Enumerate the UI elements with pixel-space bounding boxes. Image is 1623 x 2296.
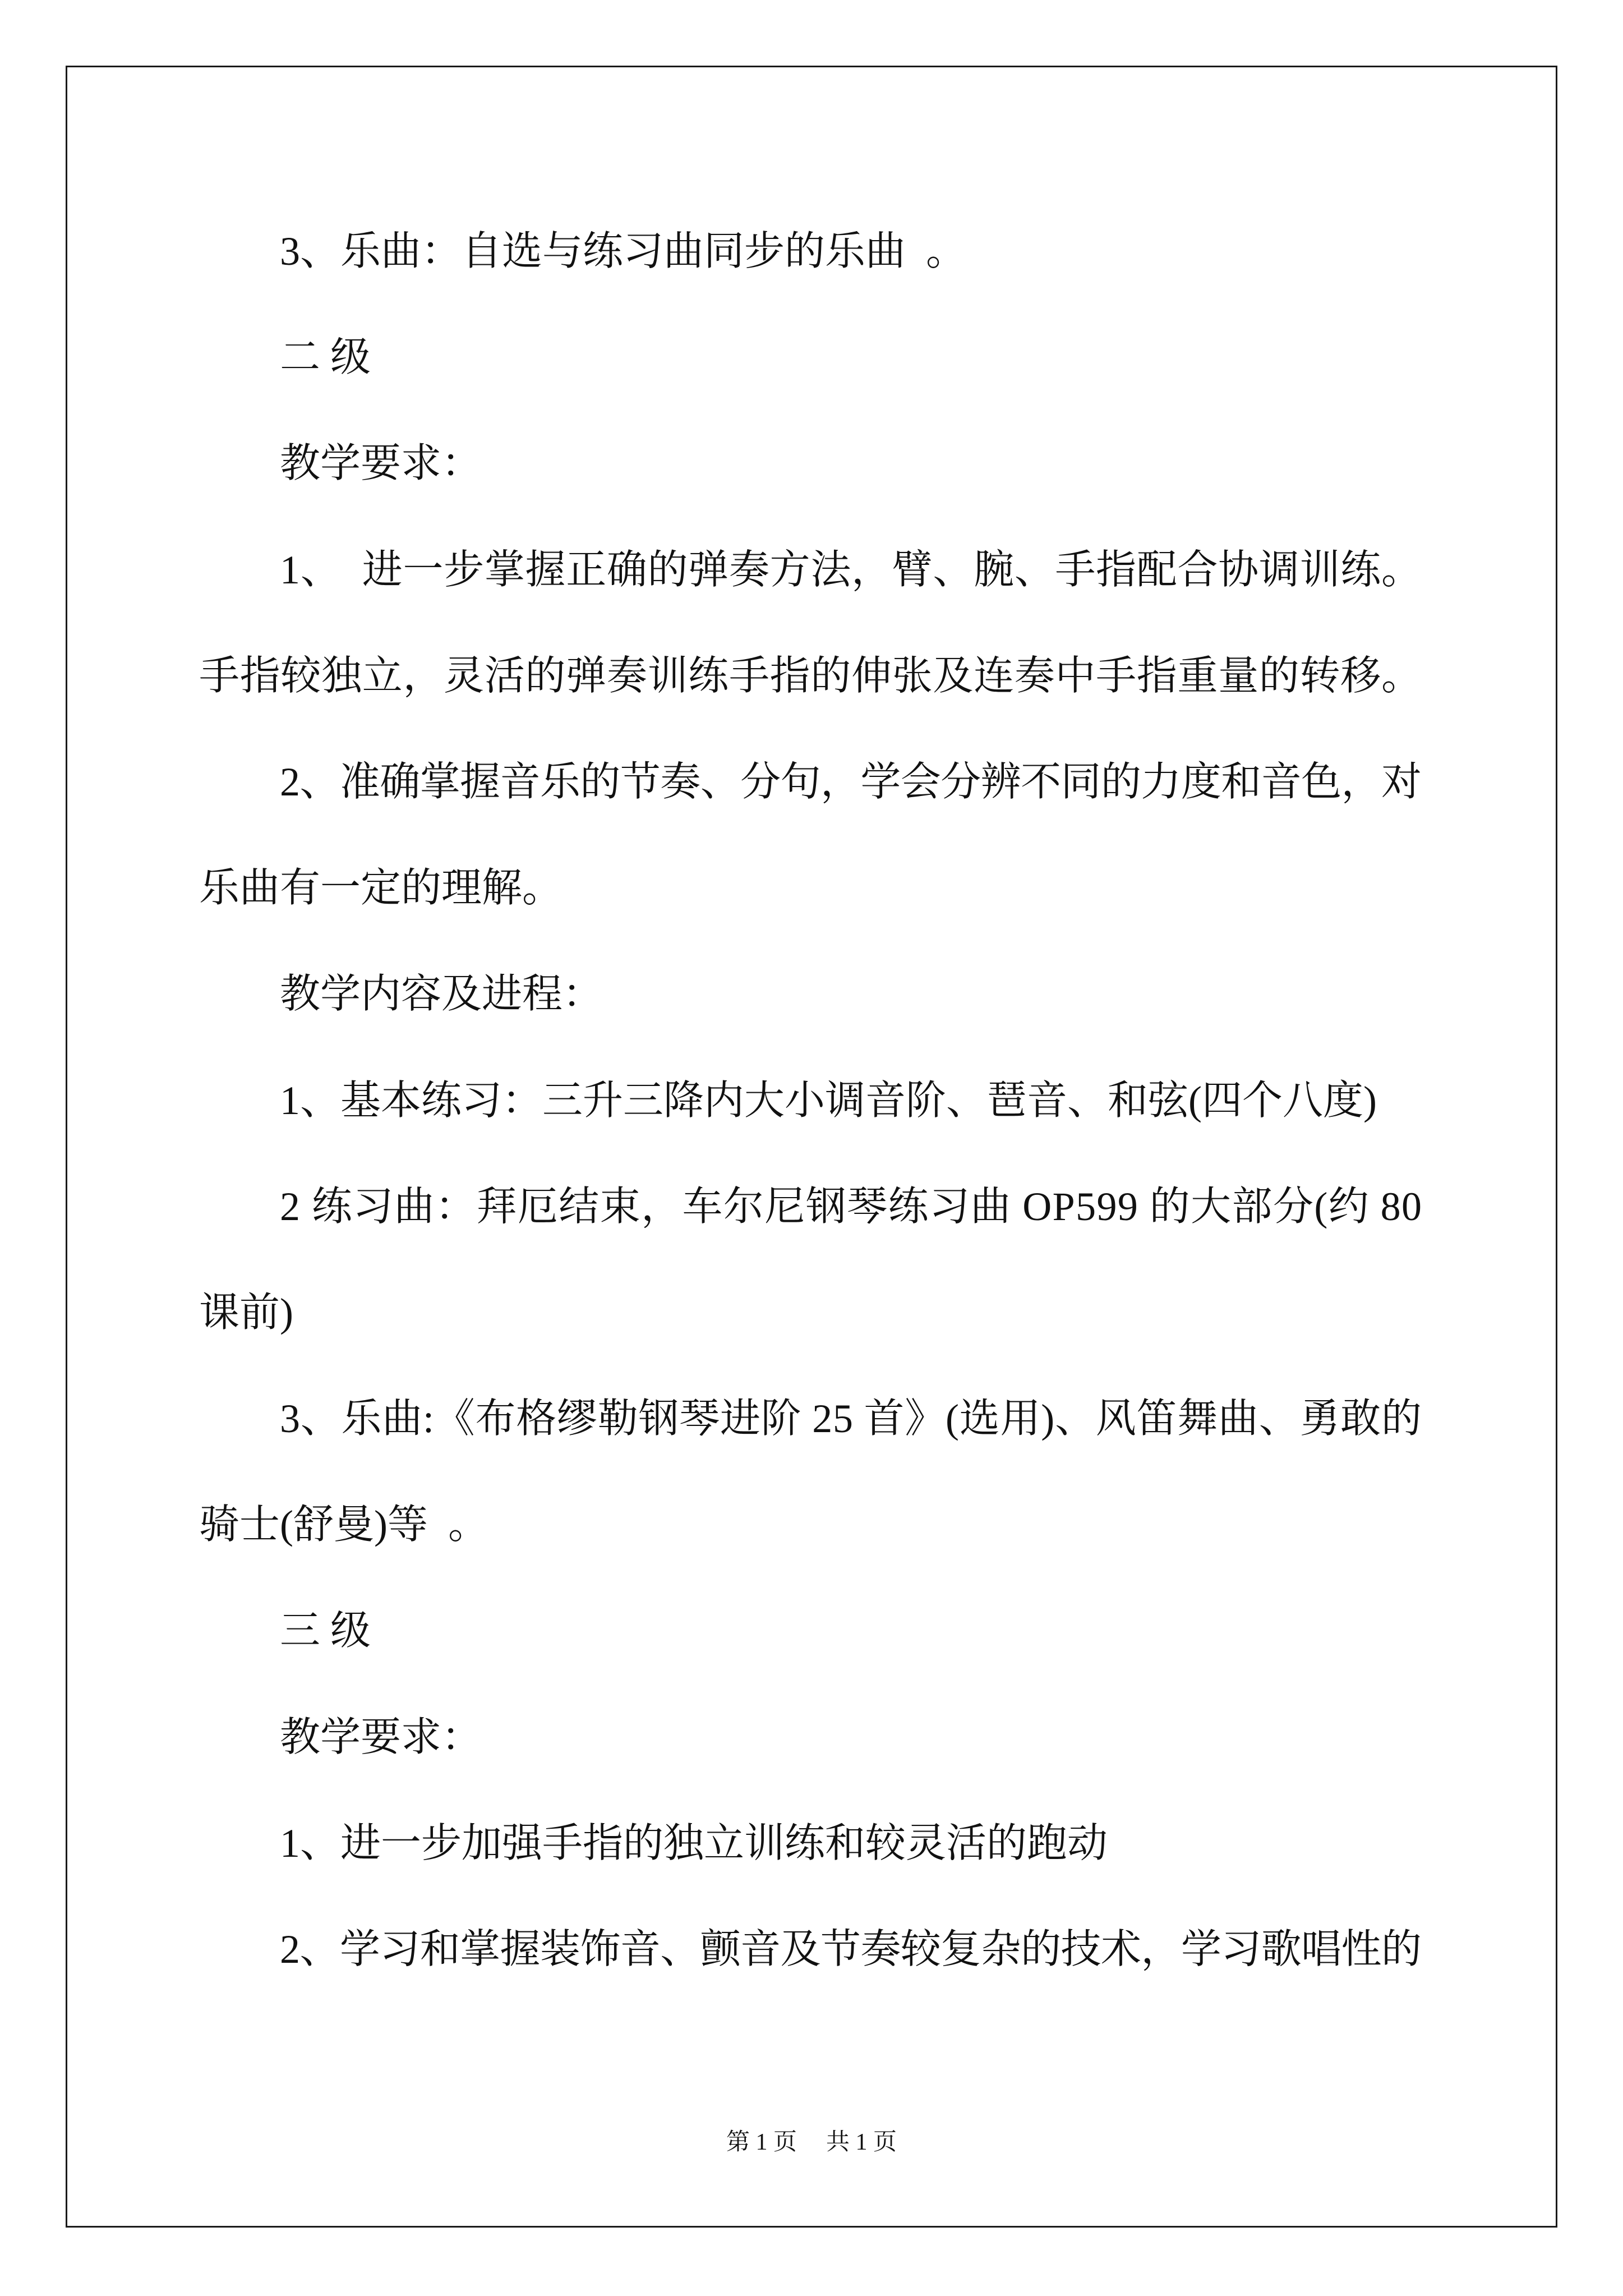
text-line <box>199 941 1422 1047</box>
teaching-content-heading <box>199 941 1422 1047</box>
music-pieces-item <box>199 199 1422 305</box>
content-item-2 <box>199 1154 1422 1366</box>
line-text: 三 级 <box>280 1608 371 1654</box>
line-text: 教学内容及进程： <box>280 972 603 1017</box>
page-footer <box>0 2125 1623 2159</box>
requirement-item-1 <box>199 1791 1422 1897</box>
text-line <box>199 1791 1422 1897</box>
teaching-requirements-heading <box>199 411 1422 517</box>
text-line <box>199 1897 1422 2003</box>
line-text: 2、学习和掌握装饰音、颤音及节奏较复杂的技术，学习歌唱性的 <box>280 1927 1422 1972</box>
teaching-requirements-heading <box>199 1685 1422 1791</box>
total-pages-label: 共 1 页 <box>826 2129 897 2155</box>
text-line <box>199 835 1422 941</box>
line-text: 乐曲有一定的理解。 <box>199 866 563 911</box>
text-line <box>199 1472 1422 1578</box>
line-text: 骑士(舒曼)等 。 <box>199 1502 488 1548</box>
line-text: 3、乐曲:《布格缪勒钢琴进阶 25 首》(选用)、风笛舞曲、勇敢的 <box>280 1396 1422 1442</box>
content-item-1 <box>199 1048 1422 1154</box>
level-3-heading <box>199 1578 1422 1684</box>
line-text: 课前) <box>199 1290 293 1335</box>
requirement-item-1 <box>199 517 1422 729</box>
line-text: 2 练习曲：拜厄结束，车尔尼钢琴练习曲 OP599 的大部分(约 80 <box>280 1184 1423 1229</box>
line-text: 二 级 <box>280 335 371 380</box>
text-line <box>199 1048 1422 1154</box>
text-line <box>199 1578 1422 1684</box>
text-line <box>199 1260 1422 1366</box>
text-line <box>199 411 1422 517</box>
text-line <box>199 305 1422 411</box>
text-line <box>199 517 1422 623</box>
text-line <box>199 623 1422 729</box>
line-text: 3、乐曲：自选与练习曲同步的乐曲 。 <box>280 229 967 274</box>
line-text: 手指较独立，灵活的弹奏训练手指的伸张及连奏中手指重量的转移。 <box>199 653 1422 698</box>
line-text: 1、基本练习：三升三降内大小调音阶、琶音、和弦(四个八度) <box>280 1078 1377 1123</box>
level-2-heading <box>199 305 1422 411</box>
line-text: 1、进一步加强手指的独立训练和较灵活的跑动 <box>280 1820 1108 1866</box>
line-text: 1、 进一步掌握正确的弹奏方法，臂、腕、手指配合协调训练。 <box>280 547 1422 592</box>
current-page-label: 第 1 页 <box>726 2129 797 2155</box>
text-line <box>199 1154 1422 1260</box>
requirement-item-2 <box>199 729 1422 941</box>
line-text: 教学要求： <box>280 441 482 486</box>
content-item-3 <box>199 1366 1422 1578</box>
document-body <box>199 199 1422 2003</box>
text-line <box>199 1685 1422 1791</box>
line-text: 教学要求： <box>280 1714 482 1760</box>
text-line <box>199 729 1422 835</box>
text-line <box>199 199 1422 305</box>
line-text: 2、准确掌握音乐的节奏、分句，学会分辨不同的力度和音色，对 <box>280 759 1422 804</box>
text-line <box>199 1366 1422 1472</box>
requirement-item-2 <box>199 1897 1422 2003</box>
